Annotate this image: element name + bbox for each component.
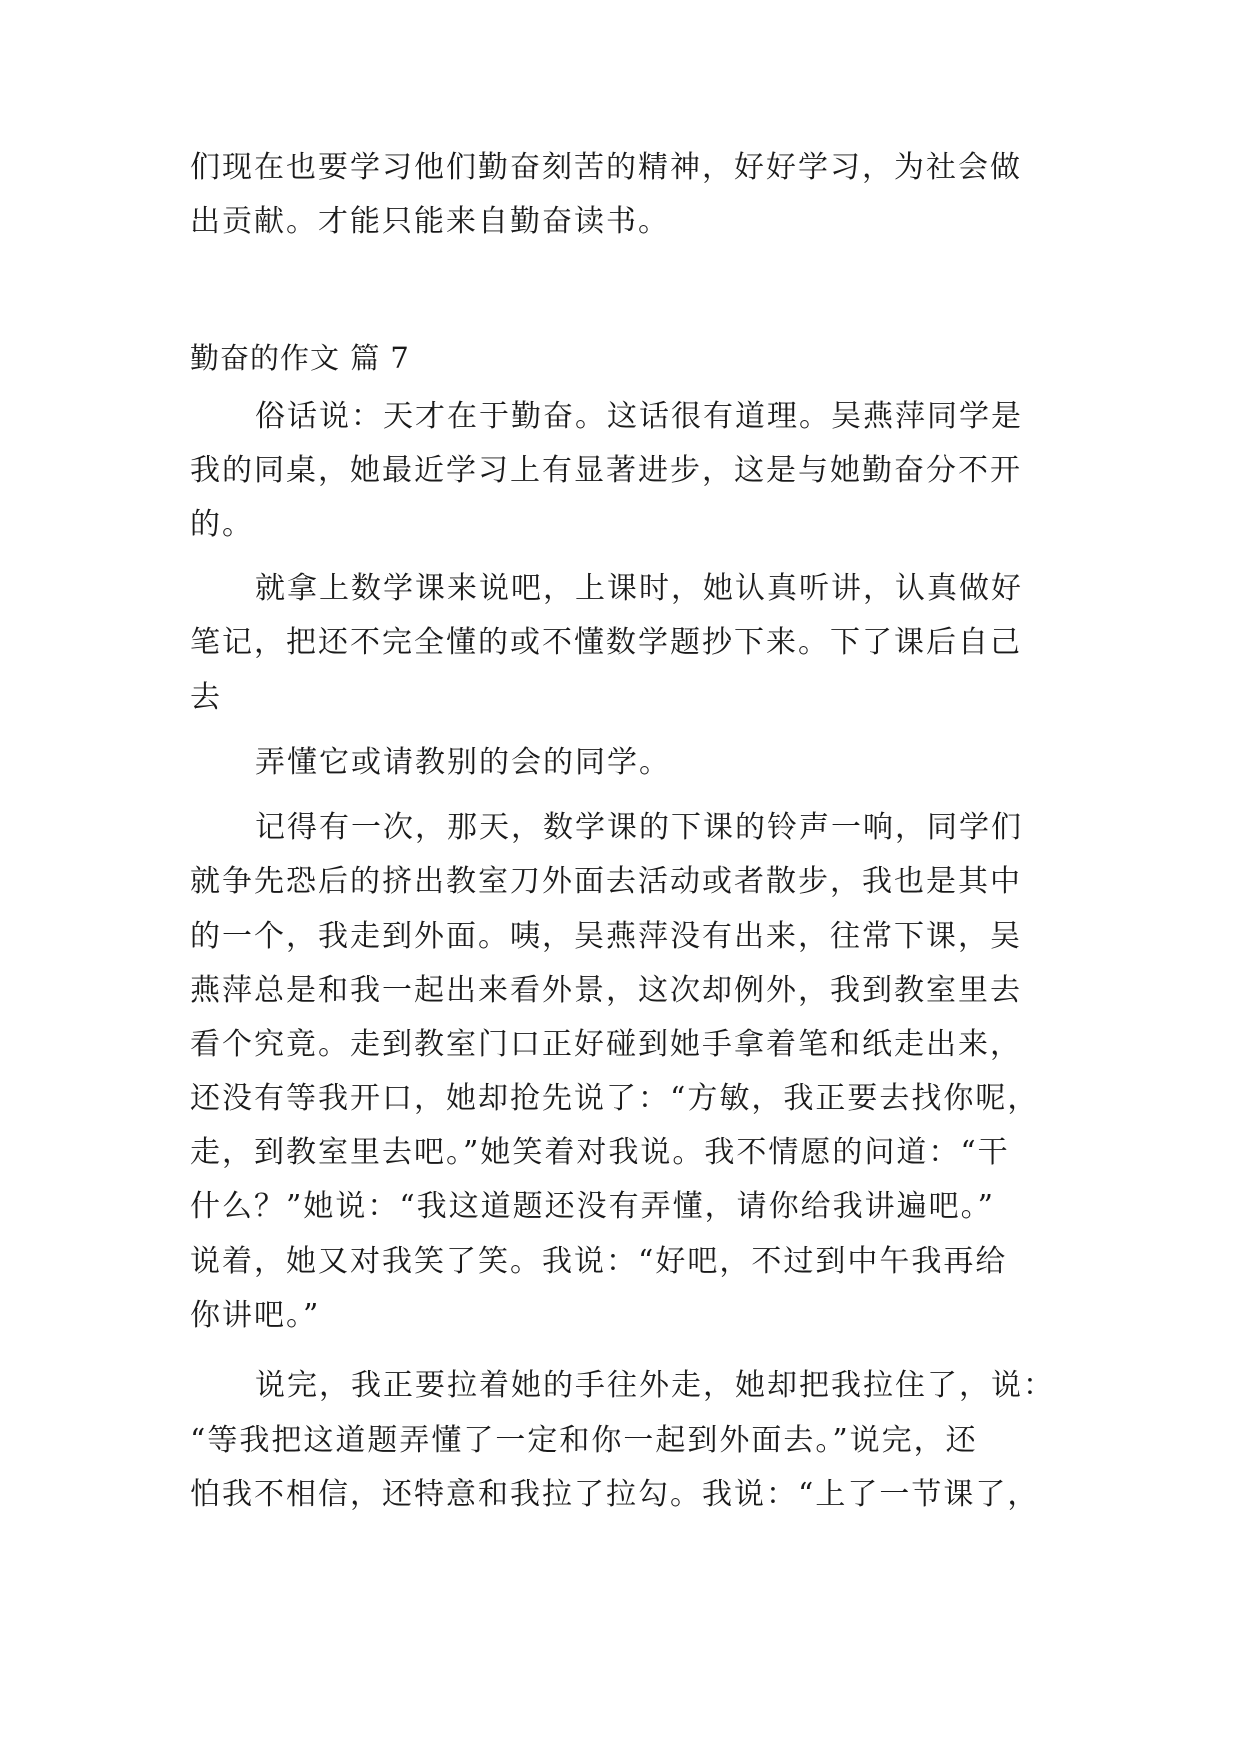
text-line: 什么？”她说：“我这道题还没有弄懂，请你给我讲遍吧。” — [190, 1189, 996, 1224]
text-line: 记得有一次，那天，数学课的下课的铃声一响，同学们 — [255, 810, 1023, 845]
text-line: 你讲吧。” — [190, 1298, 321, 1333]
text-line: 笔记，把还不完全懂的或不懂数学题抄下来。下了课后自己 — [190, 625, 1022, 660]
text-line: 说着，她又对我笑了笑。我说：“好吧，不过到中午我再给 — [190, 1244, 1008, 1279]
text-line: “等我把这道题弄懂了一定和你一起到外面去。”说完，还 — [190, 1423, 978, 1458]
text-line: 走，到教室里去吧。”她笑着对我说。我不情愿的问道：“干 — [190, 1135, 1010, 1170]
text-line: 怕我不相信，还特意和我拉了拉勾。我说：“上了一节课了， — [190, 1477, 1040, 1512]
text-line: 的。 — [190, 507, 254, 542]
text-line: 的一个，我走到外面。咦，吴燕萍没有出来，往常下课，吴 — [190, 919, 1022, 954]
text-line: 去 — [190, 680, 222, 715]
text-line: 还没有等我开口，她却抢先说了：“方敏，我正要去找你呢， — [190, 1081, 1040, 1116]
text-line: 燕萍总是和我一起出来看外景，这次却例外，我到教室里去 — [190, 973, 1022, 1008]
section-heading: 勤奋的作文 篇 7 — [190, 341, 410, 375]
text-line: 就拿上数学课来说吧，上课时，她认真听讲，认真做好 — [255, 571, 1023, 606]
text-line: 我的同桌，她最近学习上有显著进步，这是与她勤奋分不开 — [190, 453, 1022, 488]
text-line: 们现在也要学习他们勤奋刻苦的精神，好好学习，为社会做 — [190, 150, 1022, 185]
text-line: 俗话说：天才在于勤奋。这话很有道理。吴燕萍同学是 — [255, 399, 1023, 434]
text-line: 弄懂它或请教别的会的同学。 — [255, 745, 671, 780]
text-line: 看个究竟。走到教室门口正好碰到她手拿着笔和纸走出来， — [190, 1027, 1022, 1062]
text-line: 出贡献。才能只能来自勤奋读书。 — [190, 204, 670, 239]
text-line: 就争先恐后的挤出教室刀外面去活动或者散步，我也是其中 — [190, 864, 1022, 899]
text-line: 说完，我正要拉着她的手往外走，她却把我拉住了，说： — [255, 1368, 1055, 1403]
